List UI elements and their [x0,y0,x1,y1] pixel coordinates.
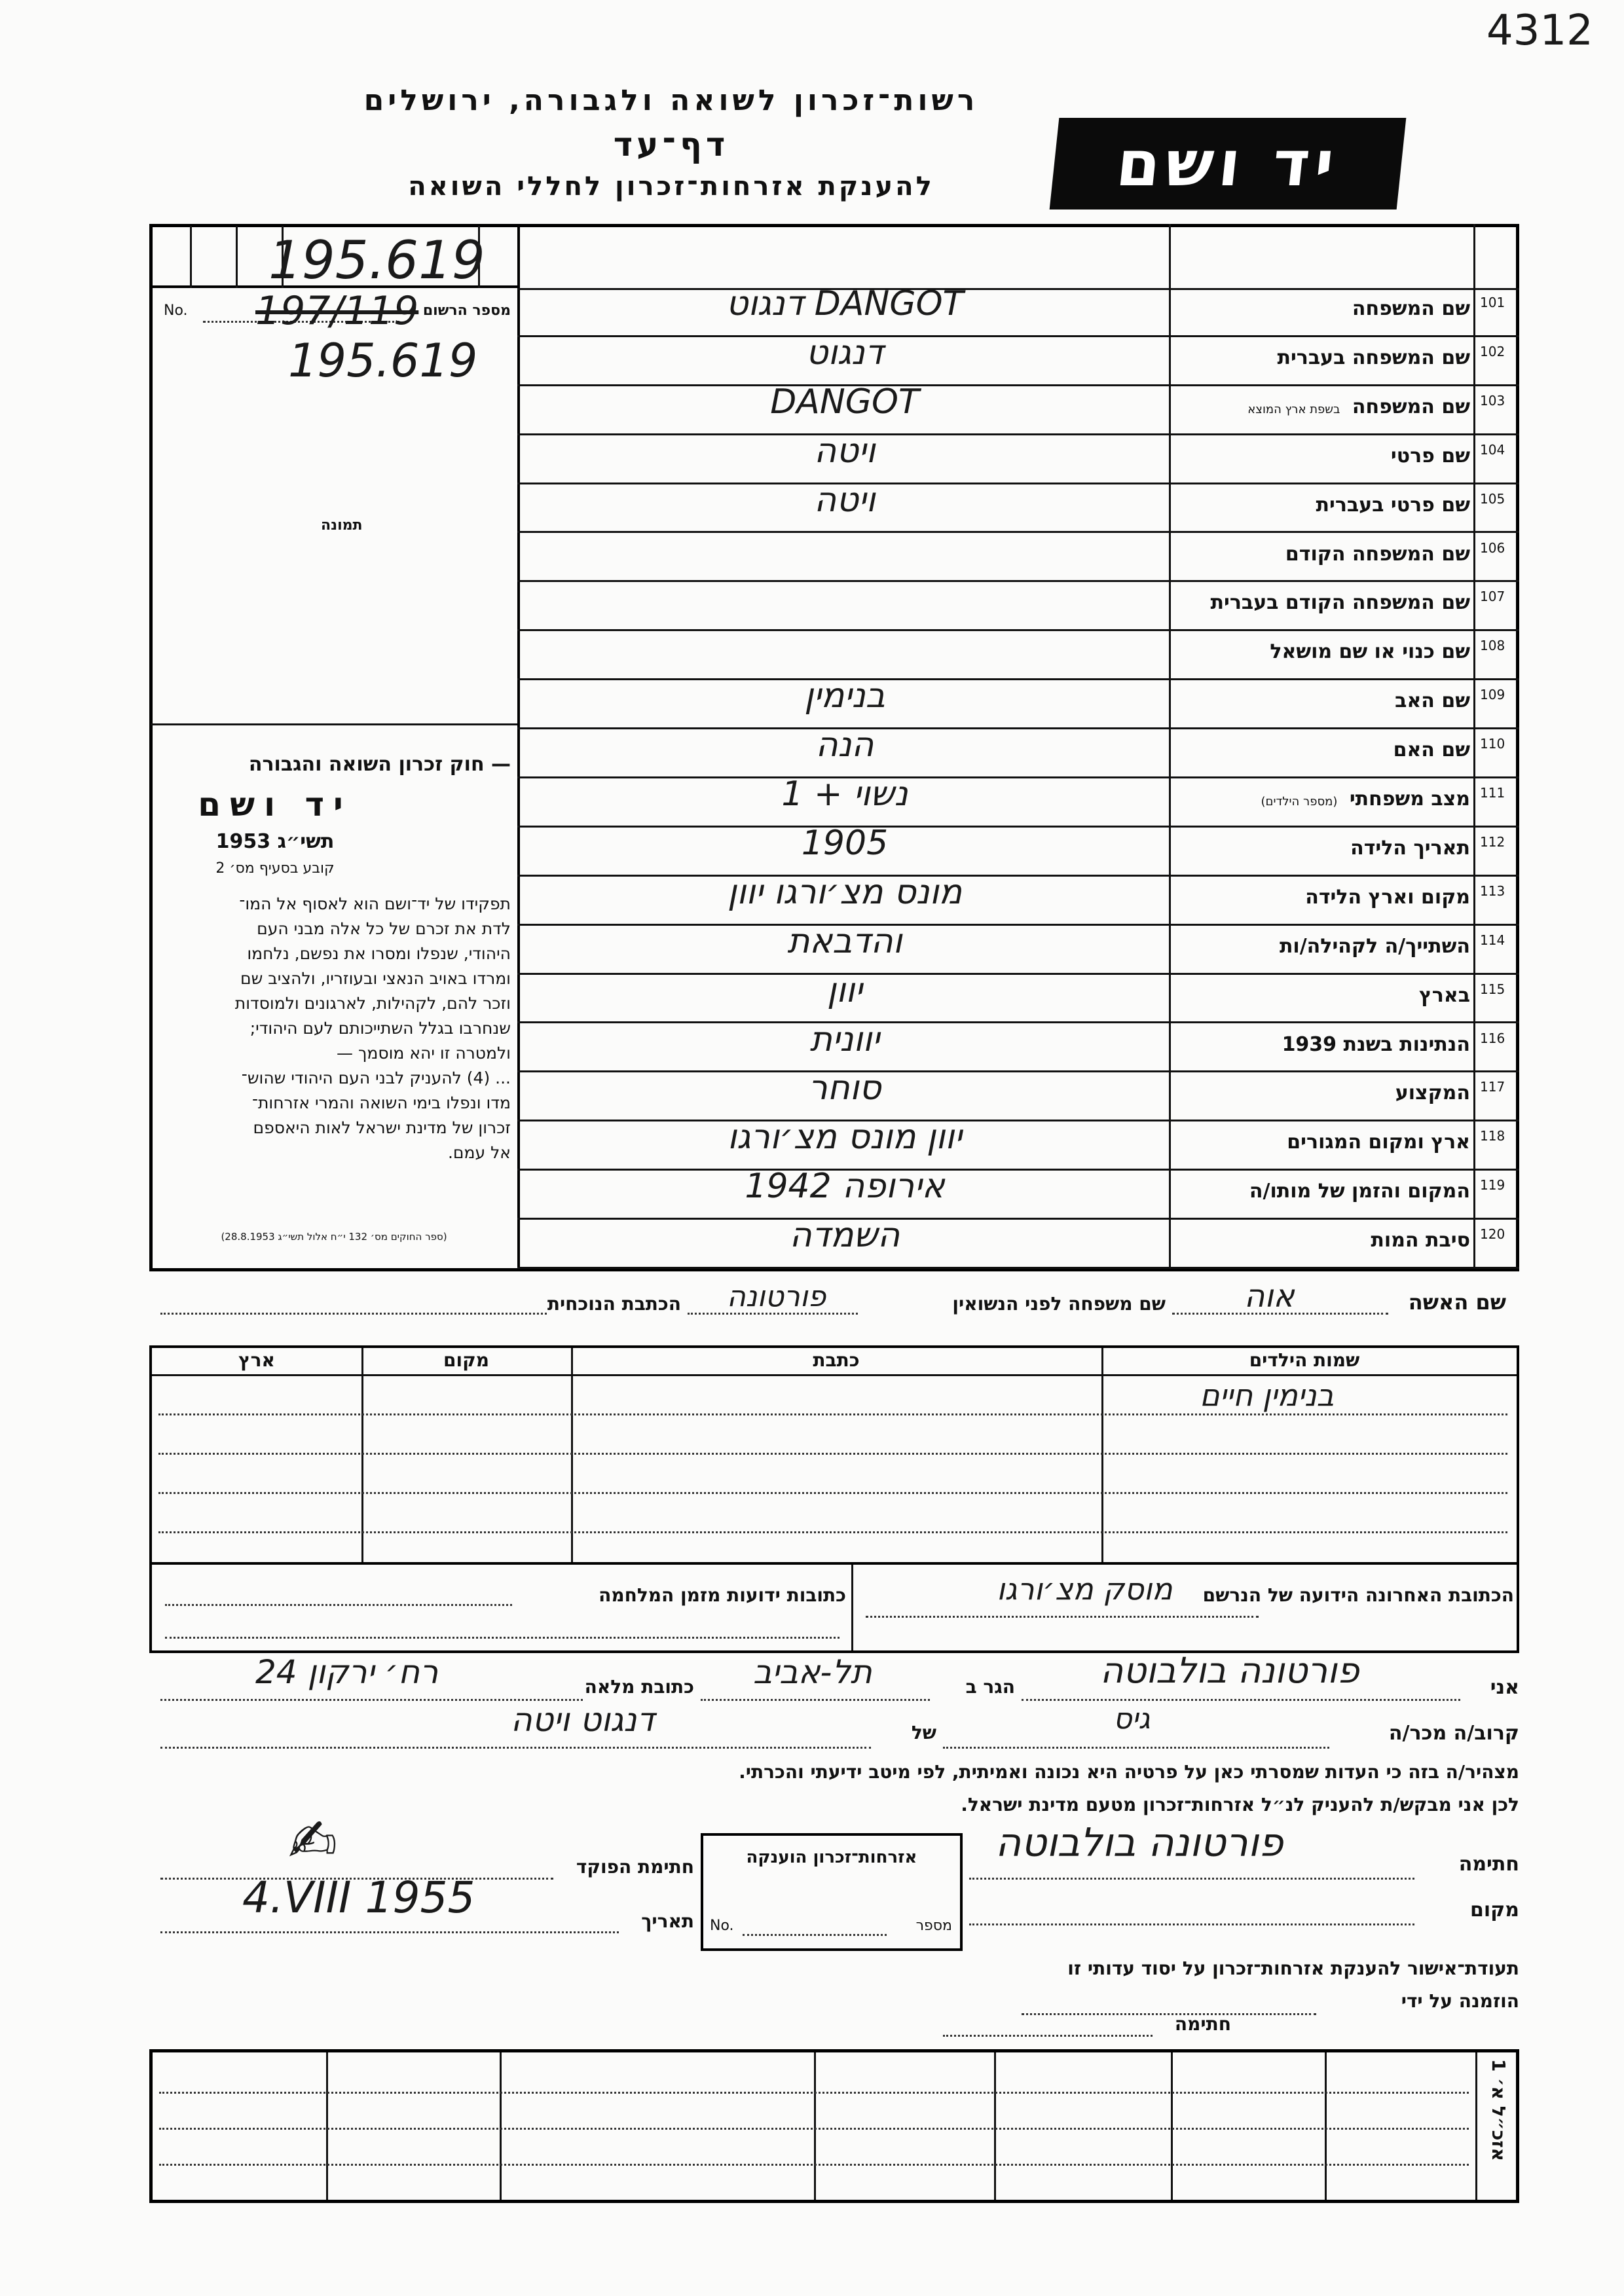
field-number: 109 [1480,687,1505,703]
field-value: 1905 [801,823,889,863]
col-place: מקום [443,1349,489,1371]
wife-name: אוה [1244,1278,1295,1315]
header-institution: רשות־זכרון לשואה ולגבורה, ירושלים [363,84,979,117]
citizenship-stamp-box [701,1833,963,1951]
field-number: 102 [1480,343,1505,359]
field-value: DANGOT [770,382,919,422]
field-number: 107 [1480,589,1505,605]
field-value: יוון [826,970,863,1010]
field-number: 110 [1480,736,1505,752]
field-row-102 [517,333,1519,386]
cert-signature-label: חתימה [1174,2013,1231,2035]
field-label: מקום וארץ הלידה [1305,885,1470,909]
child-name-1: בנימין חיים [1200,1377,1335,1413]
field-number: 104 [1480,441,1505,458]
field-value: והדבאת [787,921,902,961]
photo-label: תמונה [321,517,363,534]
field-number: 116 [1480,1030,1505,1046]
field-value: בנימין [804,676,885,716]
field-number: 101 [1480,295,1505,310]
field-label-sub: (מספר הילדים) [1261,795,1338,809]
field-row-101 [517,284,1519,337]
field-label: שם פרטי [1390,444,1470,467]
wife-label: שם האשה [1408,1290,1506,1315]
field-number: 103 [1480,392,1505,409]
of-label: של [911,1722,936,1743]
field-row-119 [517,1167,1519,1220]
law-clause: קובע בסעיף מס׳ 2 [215,860,335,877]
field-label: המקום והזמן של מותו/ה [1249,1180,1470,1203]
field-row-107 [517,582,1519,631]
relation-label: קרוב/ה מכר/ה [1388,1722,1519,1745]
field-number: 113 [1480,883,1505,899]
field-label: מצב משפחתי (מספר הילדים) [1261,788,1470,811]
field-row-108 [517,631,1519,680]
yad-vashem-logo: יד ושם [1050,118,1407,210]
field-label: שם האם [1393,738,1470,762]
law-name: יד ושם [198,786,352,824]
field-number: 115 [1480,981,1505,997]
field-label: בארץ [1418,983,1470,1007]
wife-address-label: הכתבת הנוכחית [547,1293,681,1315]
field-row-115 [517,970,1519,1024]
declarant-signature: פורטונה בולבוטה [995,1820,1283,1866]
field-row-111 [517,774,1519,828]
signature-label: חתימה [1458,1853,1519,1876]
field-label: שם המשפחה בשפת ארץ המוצא [1247,395,1470,418]
date-label: תאריך [641,1910,694,1932]
reg-crossed-number: 197/119 [255,288,419,334]
id-number-box [151,226,517,291]
header-purpose: להענקת אזרחות־זכרון לחללי השואה [408,172,934,202]
children-table [149,1345,1519,1565]
reg-number: 195.619 [288,334,478,388]
field-number: 108 [1480,638,1505,654]
field-label: הנתינות בשנת 1939 [1282,1032,1470,1056]
field-label: שם פרטי בעברית [1316,493,1470,517]
field-label: שם כנוי או שם מושאל [1270,640,1470,664]
place-label: מקום [1470,1899,1519,1922]
declarant-ani: אני [1490,1676,1519,1699]
invited-by-label: הוזמנה על ידי [1401,1990,1519,2012]
field-number: 112 [1480,833,1505,850]
field-label: שם המשפחה הקודם בעברית [1210,591,1470,615]
archive-number: 4312 [1486,7,1593,55]
field-number: 120 [1480,1226,1505,1243]
wife-maiden-name: פורטונה [727,1280,826,1313]
last-address-label: הכתובת האחרונה הידועה של הנרשם [1202,1584,1514,1606]
field-value: הנה [815,725,874,765]
field-row-106 [517,534,1519,583]
id-number: 195.619 [268,230,485,291]
field-row-117 [517,1068,1519,1121]
field-number: 118 [1480,1128,1505,1144]
field-row-113 [517,872,1519,926]
field-label: המקצוע [1395,1082,1470,1105]
col-address: כתבת [813,1349,860,1371]
field-number: 117 [1480,1079,1505,1095]
field-number: 114 [1480,932,1505,948]
footer-form-code: אזכ״ל א׳ 1 [1488,2059,1509,2162]
field-row-120 [517,1216,1519,1269]
war-address-label: כתובות ידועות מזמן המלחמה [599,1584,846,1606]
field-number: 106 [1480,539,1505,556]
field-row-114 [517,921,1519,975]
field-row-118 [517,1118,1519,1171]
stamp-no: No. [710,1918,734,1934]
field-number: 105 [1480,490,1505,507]
date-value: 4.VIII 1955 [242,1872,475,1923]
field-row-103 [517,382,1519,435]
declarant-name: פורטונה בולבוטה [1100,1650,1359,1691]
law-title: — חוק זכרון השואה והגבורה [248,753,511,776]
reg-no-prefix: No. [164,302,188,319]
col-country: ארץ [238,1349,275,1371]
field-value: דנגוט [805,333,884,373]
field-label: תאריך הלידה [1350,836,1470,860]
wife-maiden-label: שם משפחה לפני הנשואין [952,1293,1166,1315]
declarant-city: תל-אביב [753,1653,872,1691]
stamp-title: אזרחות־זכרון הוענקה [746,1848,917,1867]
field-row-116 [517,1019,1519,1073]
col-children-names: שמות הילדים [1249,1349,1360,1371]
last-address-box [149,1565,1519,1653]
officer-signature: ✍ [288,1807,338,1876]
statement-2: לכן אני מבקש/ת להעניק לנ״ל אזרחות־זכרון מטעם מדינת ישראל. [961,1794,1519,1815]
field-value: ויטה [814,431,876,471]
relation-value: גיס [1113,1702,1151,1736]
law-text: תפקידו של יד־ושם הוא לאסוף אל המו־ לדת את זכרם של כל אלה מבני העם היהודי, שנפלו ומסרו את נפשם, נלחמו ומרדו באויב הנאצי ובעוזריו, ולהציב שם וזכר להם, לקהילות, לארגונים ולמוסדות שנחרבו בגלל השתייכותם לעם היהודי; ולמטרה זו יהא מוסמך — ... (4) להעניק לבני העם היהודי שהוש־ מדו ונפלו בימי השואה והמרי אזרחות־ זכרון של מדינת ישראל לאות היאספם אל עמם. [234,894,511,1162]
field-value: אירופה 1942 [745,1167,945,1207]
stamp-number-label: מספר [915,1918,952,1934]
field-label: השתייך/ה לקהילה/ות [1279,934,1470,958]
field-number: 111 [1480,785,1505,801]
field-label: סיבת המות [1371,1229,1470,1252]
field-label-sub: בשפת ארץ המוצא [1247,402,1340,416]
reg-label: מספר הרשום [422,302,511,319]
field-number: 119 [1480,1177,1505,1194]
field-label: שם המשפחה [1352,297,1470,320]
field-label: שם המשפחה בעברית [1277,346,1470,369]
field-value: סוחר [808,1068,881,1108]
of-value: דנגוט ויטה [511,1701,655,1739]
field-label: שם המשפחה הקודם [1285,542,1470,566]
last-address-value: מוסק מצ׳ורגו [997,1571,1173,1607]
field-row-104 [517,431,1519,484]
field-value: DANGOT דנגוט [726,284,964,323]
header-form-title: דף־עד [613,126,729,164]
field-value: ויטה [814,480,876,520]
certificate-line: תעודת־אישור להענקת אזרחות־זכרון על יסוד עדותי זו [1067,1958,1519,1979]
field-value: יוון מונס מצ׳ורגו [727,1118,963,1157]
bottom-grid [149,2049,1519,2203]
statement-1: מצהיר/ה בזה כי העדות שמסרתי כאן על פרטיה היא נכונה ואמיתית, לפי מיטב ידיעתי והכרתי. [739,1761,1519,1783]
declarant-address: רח׳ ירקון 24 [255,1653,439,1691]
full-address-label: כתובת מלאה [584,1676,694,1698]
field-value: השמדה [789,1216,900,1256]
field-row-110 [517,725,1519,778]
field-label: ארץ ומקום המגורים [1287,1131,1470,1154]
field-label: שם האב [1395,689,1470,713]
field-row-105 [517,480,1519,534]
law-year: תשי״ג 1953 [215,830,335,853]
field-row-112 [517,823,1519,877]
lives-in-label: הגר ב [965,1676,1015,1698]
field-value: יוונית [809,1019,880,1059]
law-footnote: (ספר החוקים מס׳ 132 י״ח אלול תשי״ג 28.8.1953) [221,1231,447,1243]
field-row-109 [517,676,1519,729]
field-value: מונס מצ׳ורגו יוון [727,872,963,912]
field-value: נשוי + 1 [781,774,908,814]
officer-signature-label: חתימת הפוקד [576,1856,694,1878]
